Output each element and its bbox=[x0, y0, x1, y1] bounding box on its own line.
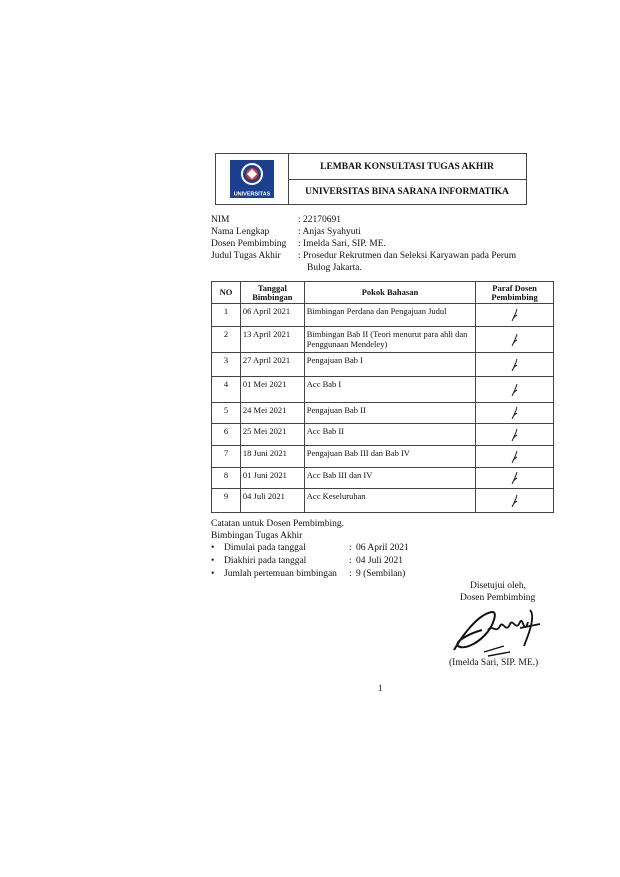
name-value: : Anjas Syahyuti bbox=[298, 227, 361, 237]
row-topic: Pengajuan Bab II bbox=[304, 403, 475, 424]
row-no: 2 bbox=[212, 327, 241, 353]
approval-line2: Dosen Pembimbing bbox=[460, 593, 536, 603]
start-date-label: Dimulai pada tanggal bbox=[224, 543, 306, 553]
row-signature bbox=[476, 403, 554, 424]
meeting-count-value: 9 (Sembilan) bbox=[356, 569, 406, 579]
table-row bbox=[212, 446, 554, 468]
name-label: Nama Lengkap bbox=[211, 227, 270, 237]
bullet-icon: • bbox=[211, 556, 215, 566]
bullet-icon: • bbox=[211, 543, 215, 553]
logo-text: UNIVERSITAS bbox=[233, 191, 271, 198]
university-logo-cell bbox=[216, 154, 289, 204]
start-date-colon: : bbox=[349, 543, 352, 553]
page-number: 1 bbox=[378, 683, 383, 693]
col-header-date-line2: Bimbingan bbox=[252, 291, 293, 302]
consultation-table bbox=[211, 281, 554, 513]
col-header-date bbox=[240, 282, 304, 304]
nim-value: : 22170691 bbox=[298, 215, 342, 225]
signature-mark-icon bbox=[508, 493, 522, 509]
signature-mark-icon bbox=[508, 405, 522, 421]
row-topic: Bimbingan Bab II (Teori menurut para ahli dan Penggunaan Mendeley) bbox=[304, 327, 475, 353]
col-header-sign-line2: Pembimbing bbox=[491, 291, 538, 302]
row-date: 27 April 2021 bbox=[240, 353, 304, 377]
row-date: 24 Mei 2021 bbox=[240, 403, 304, 424]
thesis-value-line1: : Prosedur Rekrutmen dan Seleksi Karyawan pada Perum bbox=[298, 251, 517, 261]
col-header-sign-line1: Paraf Dosen bbox=[492, 282, 537, 293]
row-signature bbox=[476, 468, 554, 489]
approval-line1: Disetujui oleh, bbox=[470, 581, 526, 591]
document-header bbox=[215, 153, 527, 205]
col-header-sign bbox=[476, 282, 554, 304]
end-date-label: Diakhiri pada tanggal bbox=[224, 556, 307, 566]
row-signature bbox=[476, 353, 554, 377]
table-row bbox=[212, 304, 554, 327]
row-no: 9 bbox=[212, 489, 241, 513]
row-no: 5 bbox=[212, 403, 241, 424]
row-topic: Pengajuan Bab I bbox=[304, 353, 475, 377]
col-header-no: NO bbox=[212, 282, 241, 304]
row-signature bbox=[476, 327, 554, 353]
end-date-value: 04 Juli 2021 bbox=[356, 556, 403, 566]
table-row bbox=[212, 327, 554, 353]
row-signature bbox=[476, 489, 554, 513]
meeting-count-colon: : bbox=[349, 569, 352, 579]
row-date: 25 Mei 2021 bbox=[240, 424, 304, 446]
table-header-row bbox=[212, 282, 554, 304]
signature-mark-icon bbox=[508, 427, 522, 443]
row-date: 04 Juli 2021 bbox=[240, 489, 304, 513]
row-signature bbox=[476, 446, 554, 468]
row-topic: Acc Bab I bbox=[304, 377, 475, 403]
row-topic: Acc Bab II bbox=[304, 424, 475, 446]
row-date: 01 Mei 2021 bbox=[240, 377, 304, 403]
row-no: 7 bbox=[212, 446, 241, 468]
row-date: 06 April 2021 bbox=[240, 304, 304, 327]
row-no: 3 bbox=[212, 353, 241, 377]
signer-name: (Imelda Sari, SIP. ME.) bbox=[449, 658, 539, 668]
row-date: 18 Juni 2021 bbox=[240, 446, 304, 468]
notes-line2: Bimbingan Tugas Akhir bbox=[211, 531, 303, 541]
signature-mark-icon bbox=[508, 449, 522, 465]
table-row bbox=[212, 468, 554, 489]
table-row bbox=[212, 377, 554, 403]
signature-mark-icon bbox=[508, 332, 522, 348]
table-row bbox=[212, 489, 554, 513]
row-topic: Acc Keseluruhan bbox=[304, 489, 475, 513]
row-no: 1 bbox=[212, 304, 241, 327]
col-header-date-line1: Tanggal bbox=[257, 282, 287, 293]
row-signature bbox=[476, 304, 554, 327]
signature-mark-icon bbox=[508, 357, 522, 373]
nim-label: NIM bbox=[211, 215, 230, 225]
university-logo-icon bbox=[216, 154, 288, 204]
signature-mark-icon bbox=[508, 307, 522, 323]
table-row bbox=[212, 353, 554, 377]
row-signature bbox=[476, 377, 554, 403]
row-topic: Bimbingan Perdana dan Pengajuan Judul bbox=[304, 304, 475, 327]
thesis-value-line2: Bulog Jakarta. bbox=[307, 263, 362, 273]
row-no: 6 bbox=[212, 424, 241, 446]
table-row bbox=[212, 424, 554, 446]
university-name: UNIVERSITAS BINA SARANA INFORMATIKA bbox=[305, 186, 509, 197]
table-row bbox=[212, 403, 554, 424]
notes-line1: Catatan untuk Dosen Pembimbing. bbox=[211, 519, 344, 529]
advisor-label: Dosen Pembimbing bbox=[211, 239, 287, 249]
signature-mark-icon bbox=[508, 382, 522, 398]
row-topic: Acc Bab III dan IV bbox=[304, 468, 475, 489]
row-date: 13 April 2021 bbox=[240, 327, 304, 353]
advisor-value: : Imelda Sari, SIP. ME. bbox=[298, 239, 386, 249]
row-topic: Pengajuan Bab III dan Bab IV bbox=[304, 446, 475, 468]
col-header-topic: Pokok Bahasan bbox=[304, 282, 475, 304]
end-date-colon: : bbox=[349, 556, 352, 566]
start-date-value: 06 April 2021 bbox=[356, 543, 409, 553]
bullet-icon: • bbox=[211, 569, 215, 579]
row-date: 01 Juni 2021 bbox=[240, 468, 304, 489]
row-signature bbox=[476, 424, 554, 446]
row-no: 8 bbox=[212, 468, 241, 489]
thesis-label: Judul Tugas Akhir bbox=[211, 251, 281, 261]
row-no: 4 bbox=[212, 377, 241, 403]
meeting-count-label: Jumlah pertemuan bimbingan bbox=[224, 569, 337, 579]
signature-mark-icon bbox=[508, 470, 522, 486]
document-title: LEMBAR KONSULTASI TUGAS AKHIR bbox=[288, 154, 526, 180]
handwritten-signature-icon bbox=[448, 606, 558, 658]
